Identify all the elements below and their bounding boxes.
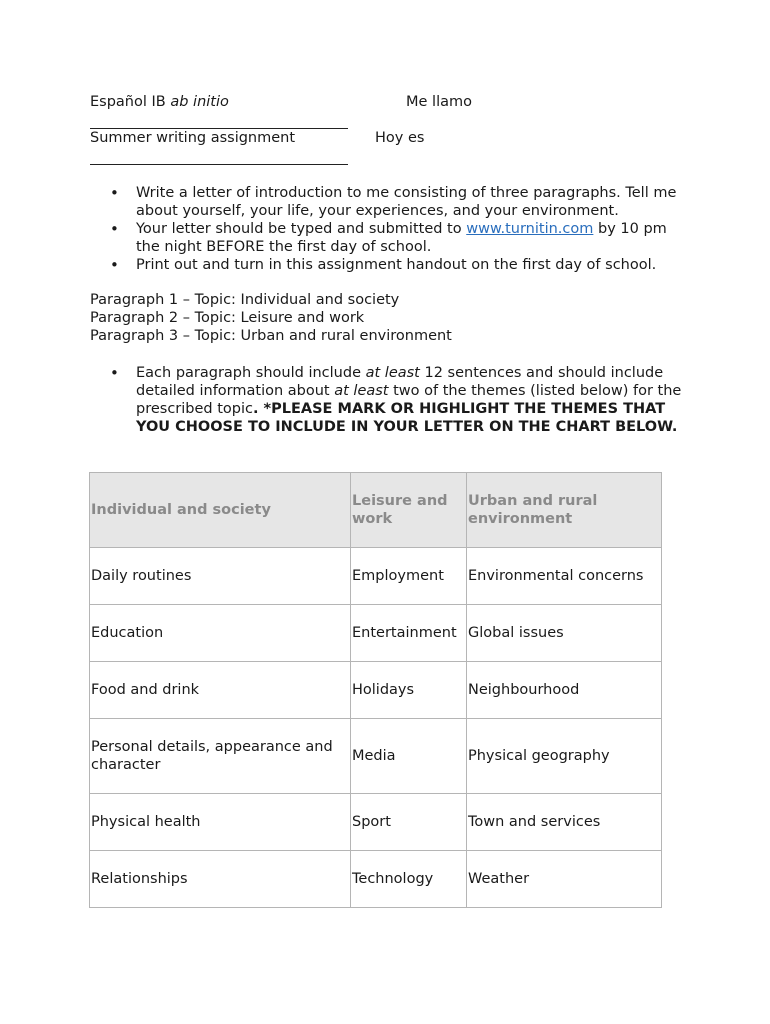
table-cell: Neighbourhood	[467, 662, 662, 719]
assignment-title: Summer writing assignment	[90, 130, 296, 146]
table-cell: Physical geography	[467, 719, 662, 794]
requirement-item: • Each paragraph should include at least 12 sentences and should include detailed information about at least two of the themes (listed below) for the prescribed topic. *PLEASE MARK OR HIGHLIGHT THE THEMES THAT YOU CHOOSE TO INCLUDE IN YOUR LETTER ON THE CHART BELOW.	[90, 364, 690, 436]
requirement-list	[90, 364, 690, 436]
table-row	[90, 794, 662, 851]
table-header-cell: Individual and society	[90, 473, 351, 548]
table-header-cell: Leisure and work	[351, 473, 467, 548]
table-row	[90, 548, 662, 605]
instruction-item: • Your letter should be typed and submitted to www.turnitin.com by 10 pm the night BEFORE the first day of school.	[90, 220, 690, 256]
divider-line-1	[90, 128, 348, 129]
table-header-row	[90, 473, 662, 548]
table-cell: Education	[90, 605, 351, 662]
table-cell: Holidays	[351, 662, 467, 719]
table-cell: Entertainment	[351, 605, 467, 662]
table-cell: Daily routines	[90, 548, 351, 605]
instruction-item: • Write a letter of introduction to me consisting of three paragraphs. Tell me about yourself, your life, your experiences, and your environment.	[90, 184, 690, 220]
course-title-text: Español IB	[90, 94, 171, 110]
table-cell: Physical health	[90, 794, 351, 851]
instruction-list	[90, 184, 690, 274]
course-title	[90, 94, 229, 110]
table-cell: Environmental concerns	[467, 548, 662, 605]
table-row	[90, 605, 662, 662]
highlight-instruction: . *PLEASE MARK OR HIGHLIGHT THE THEMES THAT YOU CHOOSE TO INCLUDE IN YOUR LETTER ON THE CHART BELOW.	[136, 401, 678, 435]
course-title-italic: ab initio	[170, 94, 229, 110]
table-cell: Personal details, appearance and character	[90, 719, 351, 794]
instruction-item: • Print out and turn in this assignment handout on the first day of school.	[90, 256, 690, 274]
table-row	[90, 851, 662, 908]
table-cell: Sport	[351, 794, 467, 851]
paragraph-topic: Paragraph 3 – Topic: Urban and rural environment	[90, 328, 452, 344]
table-cell: Weather	[467, 851, 662, 908]
paragraph-topic: Paragraph 1 – Topic: Individual and society	[90, 292, 400, 308]
table-cell: Food and drink	[90, 662, 351, 719]
table-cell: Technology	[351, 851, 467, 908]
name-label: Me llamo	[406, 94, 472, 110]
paragraph-topic: Paragraph 2 – Topic: Leisure and work	[90, 310, 365, 326]
table-cell: Relationships	[90, 851, 351, 908]
paragraph-topics	[90, 291, 452, 345]
table-cell: Global issues	[467, 605, 662, 662]
table-row	[90, 719, 662, 794]
themes-table	[89, 472, 662, 908]
table-cell: Media	[351, 719, 467, 794]
table-row	[90, 662, 662, 719]
table-header-cell: Urban and rural environment	[467, 473, 662, 548]
table-cell: Employment	[351, 548, 467, 605]
divider-line-2	[90, 164, 348, 165]
table-cell: Town and services	[467, 794, 662, 851]
date-label: Hoy es	[375, 130, 425, 146]
turnitin-link[interactable]: www.turnitin.com	[466, 221, 594, 237]
